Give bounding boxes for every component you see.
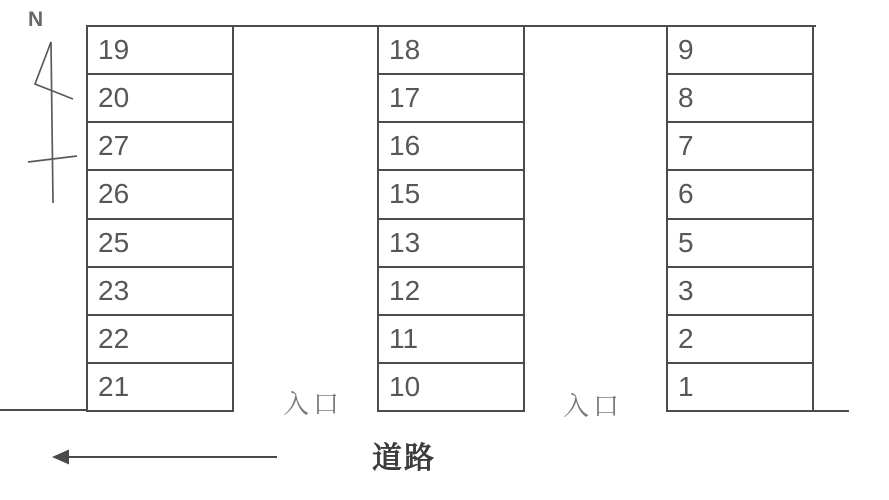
road-direction-left-arrow-icon [45,444,285,470]
parking-column-west [86,25,234,412]
entrance-label-east: 入口 [563,391,624,421]
parking-space: 2 [668,314,812,362]
road-label: 道路 [372,442,436,475]
parking-space: 9 [678,34,694,66]
parking-space: 10 [379,362,523,410]
parking-space: 11 [379,314,523,362]
parking-space: 3 [668,266,812,314]
parking-space: 23 [88,266,232,314]
parking-space: 12 [379,266,523,314]
parking-space: 6 [668,169,812,217]
parking-space: 26 [88,169,232,217]
parking-space: 25 [88,218,232,266]
entrance-label-west: 入口 [283,389,344,419]
parking-space: 8 [668,73,812,121]
ground-line-left [0,409,88,411]
compass-north-label: N [28,8,44,31]
parking-space: 5 [668,218,812,266]
parking-space: 21 [88,362,232,410]
parking-column-center [377,25,525,412]
parking-space: 27 [88,121,232,169]
parking-space: 20 [88,73,232,121]
parking-space: 1 [668,362,812,410]
parking-space: 18 [389,34,421,66]
ground-line-right [812,410,849,412]
parking-space: 15 [379,169,523,217]
parking-space: 19 [98,34,130,66]
parking-space: 7 [668,121,812,169]
parking-space: 13 [379,218,523,266]
parking-space: 22 [88,314,232,362]
parking-space: 16 [379,121,523,169]
north-arrow-icon [0,0,100,220]
parking-space: 17 [379,73,523,121]
parking-column-east [666,25,814,412]
